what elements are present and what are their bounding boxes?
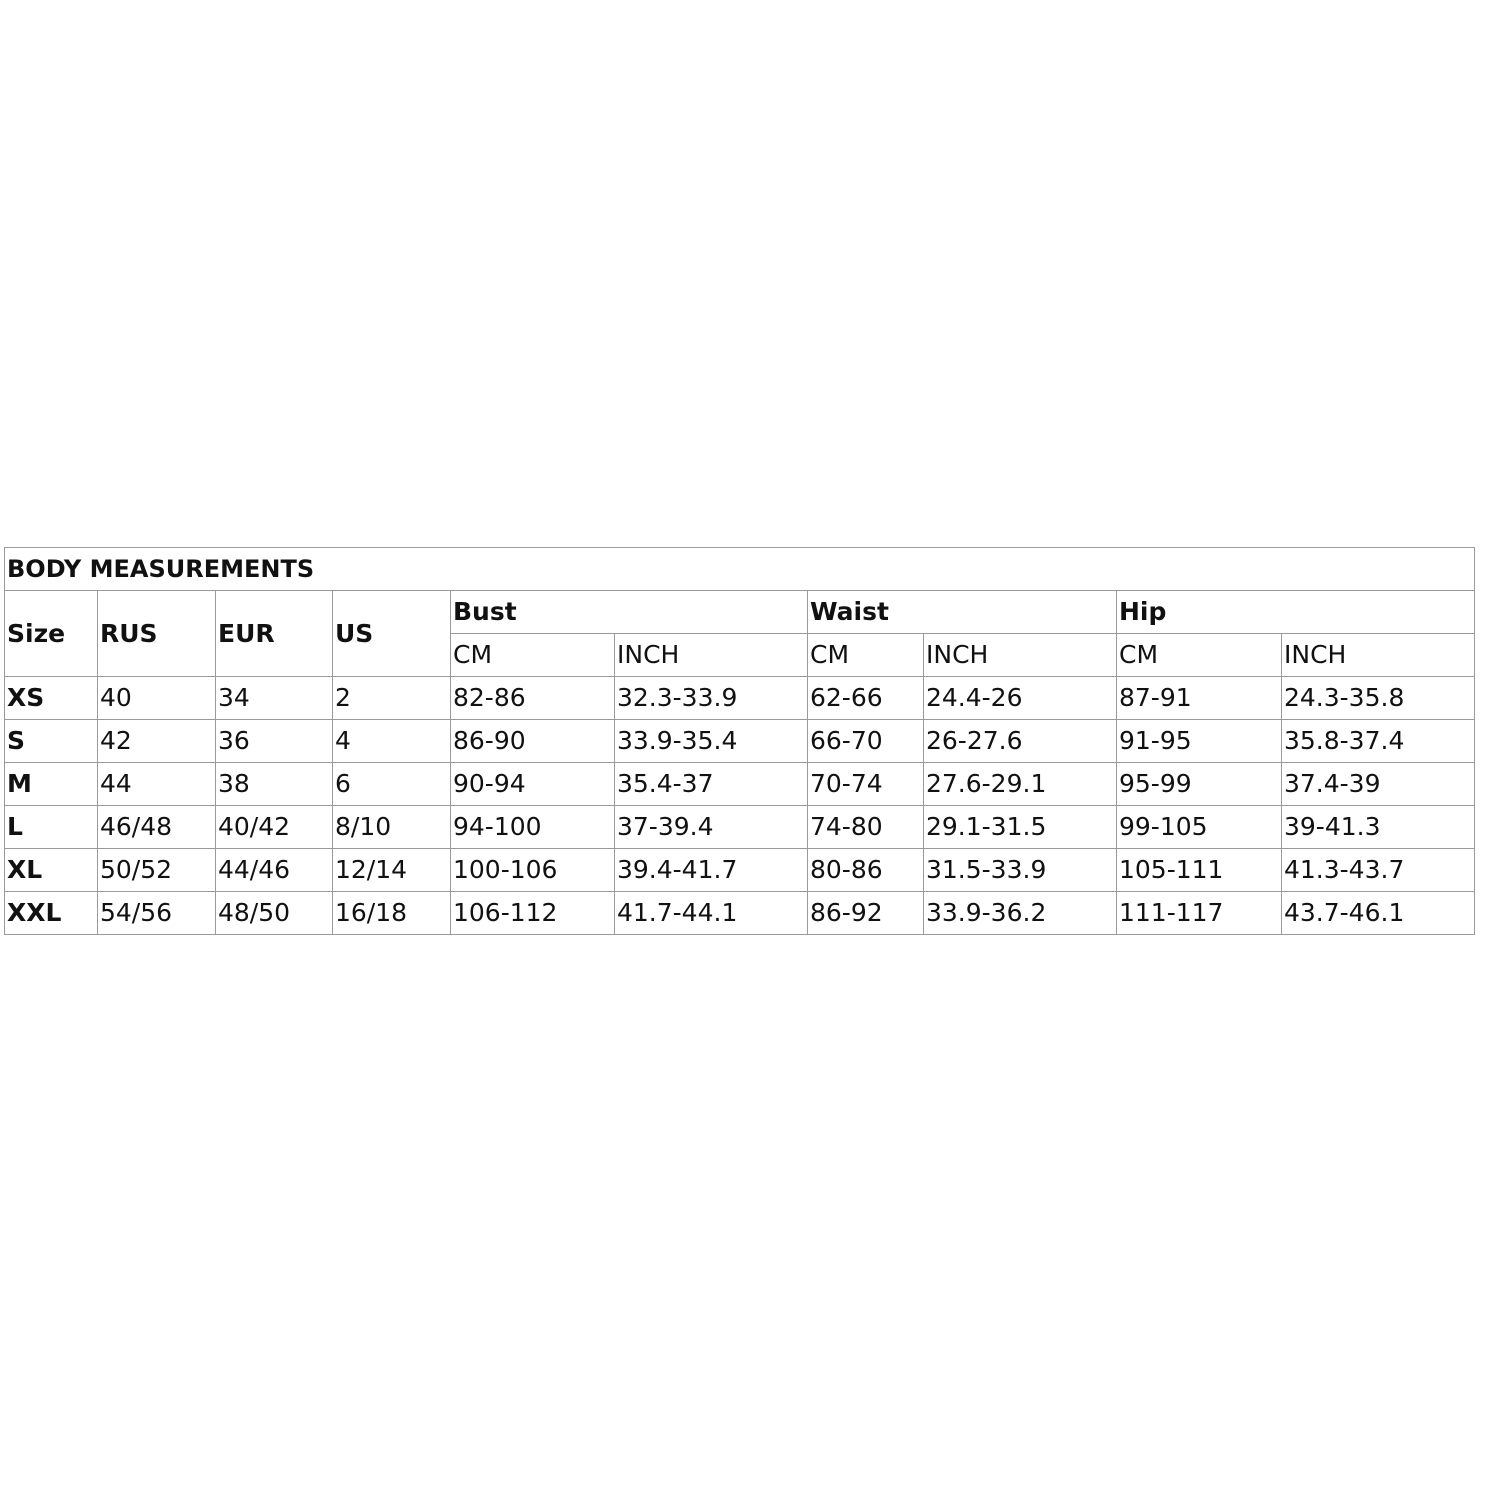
- us-cell: 4: [333, 720, 451, 763]
- us-cell: 12/14: [333, 849, 451, 892]
- header-size: Size: [5, 591, 98, 677]
- header-hip: Hip: [1117, 591, 1475, 634]
- hip-inch-cell: 37.4-39: [1282, 763, 1475, 806]
- waist-cm-cell: 66-70: [808, 720, 924, 763]
- title-row: [5, 548, 1475, 591]
- hip-inch-cell: 24.3-35.8: [1282, 677, 1475, 720]
- eur-cell: 36: [216, 720, 333, 763]
- waist-inch-cell: 27.6-29.1: [924, 763, 1117, 806]
- eur-cell: 48/50: [216, 892, 333, 935]
- hip-inch-cell: 41.3-43.7: [1282, 849, 1475, 892]
- waist-cm-cell: 74-80: [808, 806, 924, 849]
- table-row: [5, 806, 1475, 849]
- waist-inch-cell: 31.5-33.9: [924, 849, 1117, 892]
- waist-cm-cell: 62-66: [808, 677, 924, 720]
- subheader-waist-inch: INCH: [924, 634, 1117, 677]
- header-rus: RUS: [98, 591, 216, 677]
- bust-inch-cell: 32.3-33.9: [615, 677, 808, 720]
- size-label: S: [5, 720, 98, 763]
- table-row: [5, 720, 1475, 763]
- hip-cm-cell: 91-95: [1117, 720, 1282, 763]
- rus-cell: 50/52: [98, 849, 216, 892]
- waist-inch-cell: 24.4-26: [924, 677, 1117, 720]
- header-eur: EUR: [216, 591, 333, 677]
- size-label: XL: [5, 849, 98, 892]
- waist-cm-cell: 80-86: [808, 849, 924, 892]
- waist-inch-cell: 33.9-36.2: [924, 892, 1117, 935]
- bust-inch-cell: 39.4-41.7: [615, 849, 808, 892]
- waist-inch-cell: 29.1-31.5: [924, 806, 1117, 849]
- size-label: L: [5, 806, 98, 849]
- hip-inch-cell: 39-41.3: [1282, 806, 1475, 849]
- size-label: M: [5, 763, 98, 806]
- table-row: [5, 677, 1475, 720]
- bust-inch-cell: 37-39.4: [615, 806, 808, 849]
- waist-cm-cell: 86-92: [808, 892, 924, 935]
- size-label: XXL: [5, 892, 98, 935]
- hip-cm-cell: 87-91: [1117, 677, 1282, 720]
- bust-cm-cell: 94-100: [451, 806, 615, 849]
- subheader-bust-cm: CM: [451, 634, 615, 677]
- eur-cell: 34: [216, 677, 333, 720]
- eur-cell: 44/46: [216, 849, 333, 892]
- bust-cm-cell: 100-106: [451, 849, 615, 892]
- bust-cm-cell: 86-90: [451, 720, 615, 763]
- header-us: US: [333, 591, 451, 677]
- rus-cell: 42: [98, 720, 216, 763]
- us-cell: 8/10: [333, 806, 451, 849]
- bust-inch-cell: 41.7-44.1: [615, 892, 808, 935]
- rus-cell: 46/48: [98, 806, 216, 849]
- bust-inch-cell: 33.9-35.4: [615, 720, 808, 763]
- rus-cell: 40: [98, 677, 216, 720]
- subheader-waist-cm: CM: [808, 634, 924, 677]
- size-chart-table: [4, 547, 1475, 935]
- rus-cell: 54/56: [98, 892, 216, 935]
- table-row: [5, 892, 1475, 935]
- rus-cell: 44: [98, 763, 216, 806]
- bust-cm-cell: 106-112: [451, 892, 615, 935]
- subheader-hip-cm: CM: [1117, 634, 1282, 677]
- us-cell: 2: [333, 677, 451, 720]
- header-row: [5, 591, 1475, 634]
- waist-cm-cell: 70-74: [808, 763, 924, 806]
- hip-cm-cell: 95-99: [1117, 763, 1282, 806]
- header-bust: Bust: [451, 591, 808, 634]
- hip-cm-cell: 99-105: [1117, 806, 1282, 849]
- waist-inch-cell: 26-27.6: [924, 720, 1117, 763]
- us-cell: 16/18: [333, 892, 451, 935]
- bust-cm-cell: 82-86: [451, 677, 615, 720]
- hip-cm-cell: 105-111: [1117, 849, 1282, 892]
- header-waist: Waist: [808, 591, 1117, 634]
- table-row: [5, 763, 1475, 806]
- subheader-hip-inch: INCH: [1282, 634, 1475, 677]
- eur-cell: 40/42: [216, 806, 333, 849]
- eur-cell: 38: [216, 763, 333, 806]
- table-title: BODY MEASUREMENTS: [5, 548, 1475, 591]
- subheader-bust-inch: INCH: [615, 634, 808, 677]
- hip-cm-cell: 111-117: [1117, 892, 1282, 935]
- bust-cm-cell: 90-94: [451, 763, 615, 806]
- size-chart-body: [5, 548, 1475, 935]
- size-label: XS: [5, 677, 98, 720]
- hip-inch-cell: 35.8-37.4: [1282, 720, 1475, 763]
- bust-inch-cell: 35.4-37: [615, 763, 808, 806]
- table-row: [5, 849, 1475, 892]
- us-cell: 6: [333, 763, 451, 806]
- hip-inch-cell: 43.7-46.1: [1282, 892, 1475, 935]
